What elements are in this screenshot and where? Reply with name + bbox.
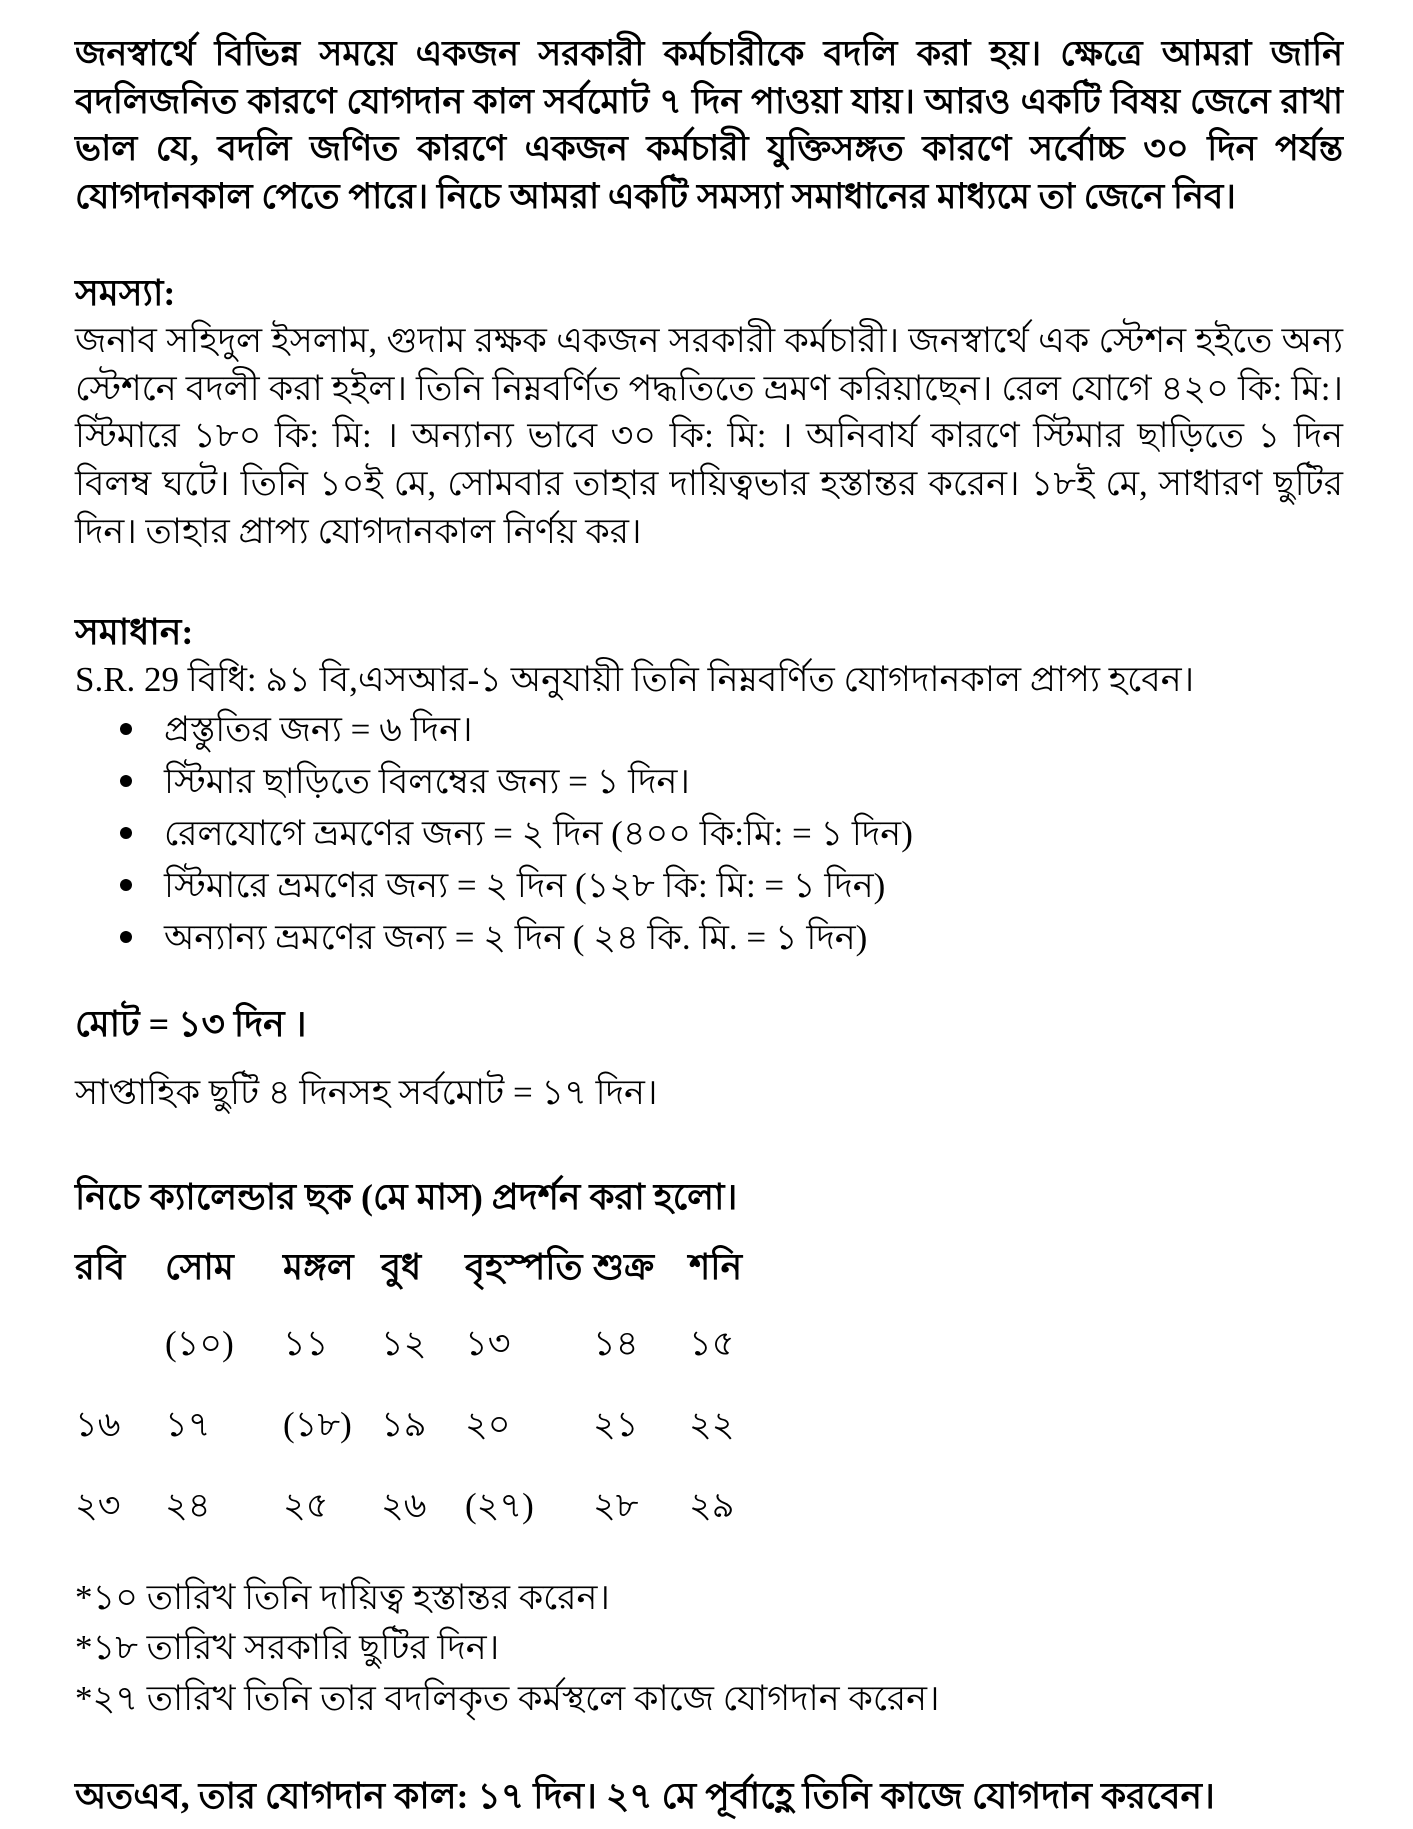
calendar-day-header: শুক্র	[593, 1246, 655, 1287]
footnotes	[75, 1573, 1343, 1725]
calendar-day-header: বৃহস্পতি	[465, 1246, 583, 1287]
calendar-date-cell: ২০	[465, 1404, 511, 1444]
solution-bullet	[120, 761, 1343, 801]
solution-bullet	[120, 709, 1343, 749]
solution-bullet	[120, 865, 1343, 905]
calendar-date-cell: ২৩	[75, 1485, 121, 1525]
footnote: *২৭ তারিখ তিনি তার বদলিকৃত কর্মস্থলে কাজে যোগদান করেন।	[75, 1679, 940, 1719]
solution-bullet-text: রেলযোগে ভ্রমণের জন্য = ২ দিন (৪০০ কি:মি: = ১ দিন)	[164, 813, 913, 853]
calendar-title: নিচে ক্যালেন্ডার ছক (মে মাস) প্রদর্শন করা হলো।	[75, 1176, 738, 1217]
calendar-day-header: বুধ	[381, 1246, 422, 1287]
solution-bullet-text: অন্যান্য ভ্রমণের জন্য = ২ দিন ( ২৪ কি. মি. = ১ দিন)	[164, 917, 868, 957]
solution-rule-line: S.R. 29 বিধি: ৯১ বি,এসআর-১ অনুযায়ী তিনি নিম্নবর্ণিত যোগদানকাল প্রাপ্য হবেন।	[75, 659, 1195, 699]
calendar-date-cell: ২৪	[165, 1485, 211, 1525]
solution-bullet	[120, 917, 1343, 957]
conclusion-line: অতএব, তার যোগদান কাল: ১৭ দিন। ২৭ মে পূর্বাহ্ণে তিনি কাজে যোগদান করবেন।	[75, 1775, 1215, 1816]
calendar-header-row	[75, 1240, 1343, 1300]
intro-paragraph: জনস্বার্থে বিভিন্ন সময়ে একজন সরকারী কর্মচারীকে বদলি করা হয়। ক্ষেত্রে আমরা জানি বদলিজনিত কারণে যোগদান কাল সর্বমোট ৭ দিন পাওয়া যায়। আরও একটি বিষয় জেনে রাখা ভাল যে, বদলি জণিত কারণে একজন কর্মচারী যুক্তিসঙ্গত কারণে সর্বোচ্চ ৩০ দিন পর্যন্ত যোগদানকাল পেতে পারে। নিচে আমরা একটি সমস্যা সমাধানের মাধ্যমে তা জেনে নিব।	[75, 34, 1343, 216]
calendar-day-header: সোম	[165, 1246, 234, 1287]
calendar-date-cell: ১২	[381, 1323, 427, 1363]
solution-bullet-text: স্টিমার ছাড়িতে বিলম্বের জন্য = ১ দিন।	[164, 761, 690, 801]
footnote: *১০ তারিখ তিনি দায়িত্ব হস্তান্তর করেন।	[75, 1577, 610, 1617]
calendar-date-cell: (১০)	[165, 1323, 234, 1363]
calendar-day-header: রবি	[75, 1246, 126, 1287]
calendar-date-cell: ২৯	[689, 1485, 735, 1525]
solution-bullet	[120, 813, 1343, 853]
bullet-icon	[120, 827, 132, 839]
calendar-day-header: শনি	[689, 1246, 743, 1287]
problem-body: জনাব সহিদুল ইসলাম, গুদাম রক্ষক একজন সরকারী কর্মচারী। জনস্বার্থে এক স্টেশন হইতে অন্য স্টেশনে বদলী করা হইল। তিনি নিম্নবর্ণিত পদ্ধতিতে ভ্রমণ করিয়াছেন। রেল যোগে ৪২০ কি: মি:। স্টিমারে ১৮০ কি: মি: । অন্যান্য ভাবে ৩০ কি: মি: । অনিবার্য কারণে স্টিমার ছাড়িতে ১ দিন বিলম্ব ঘটে। তিনি ১০ই মে, সোমবার তাহার দায়িত্বভার হস্তান্তর করেন। ১৮ই মে, সাধারণ ছুটির দিন। তাহার প্রাপ্য যোগদানকাল নির্ণয় কর।	[75, 321, 1343, 551]
calendar-date-cell: ১৫	[689, 1323, 735, 1363]
calendar-week-row	[75, 1397, 1343, 1456]
spacer	[75, 1559, 1343, 1573]
calendar-date-cell: ১৯	[381, 1404, 427, 1444]
calendar-date-cell: ২৫	[283, 1485, 329, 1525]
bullet-icon	[120, 879, 132, 891]
bullet-icon	[120, 723, 132, 735]
bullet-icon	[120, 931, 132, 943]
calendar-week-row	[75, 1316, 1343, 1375]
problem-heading: সমস্যা:	[75, 273, 176, 314]
calendar-date-cell: ১৩	[465, 1323, 511, 1363]
calendar-date-cell: ১৬	[75, 1404, 121, 1444]
total-days-line: মোট = ১৩ দিন ।	[75, 1003, 307, 1044]
solution-heading: সমাধান:	[75, 612, 194, 653]
calendar-date-cell: (২৭)	[465, 1485, 534, 1525]
calendar-date-cell	[75, 1316, 165, 1375]
calendar-date-cell: ২৮	[593, 1485, 639, 1525]
calendar-date-cell: ২১	[593, 1404, 639, 1444]
calendar-date-cell: ২৬	[381, 1485, 427, 1525]
calendar-date-cell: ১১	[283, 1323, 329, 1363]
calendar-date-cell: ২২	[689, 1404, 735, 1444]
solution-bullet-list	[75, 709, 1343, 957]
solution-bullet-text: স্টিমারে ভ্রমণের জন্য = ২ দিন (১২৮ কি: মি: = ১ দিন)	[164, 865, 886, 905]
calendar-day-header: মঙ্গল	[283, 1246, 354, 1287]
solution-bullet-text: প্রস্তুতির জন্য = ৬ দিন।	[164, 709, 473, 749]
calendar-week-row	[75, 1478, 1343, 1537]
calendar-table	[75, 1240, 1343, 1537]
grand-total-line: সাপ্তাহিক ছুটি ৪ দিনসহ সর্বমোট = ১৭ দিন।	[75, 1072, 658, 1112]
footnote: *১৮ তারিখ সরকারি ছুটির দিন।	[75, 1628, 500, 1668]
bullet-icon	[120, 775, 132, 787]
calendar-date-cell: (১৮)	[283, 1404, 352, 1444]
calendar-date-cell: ১৪	[593, 1323, 639, 1363]
calendar-date-cell: ১৭	[165, 1404, 211, 1444]
